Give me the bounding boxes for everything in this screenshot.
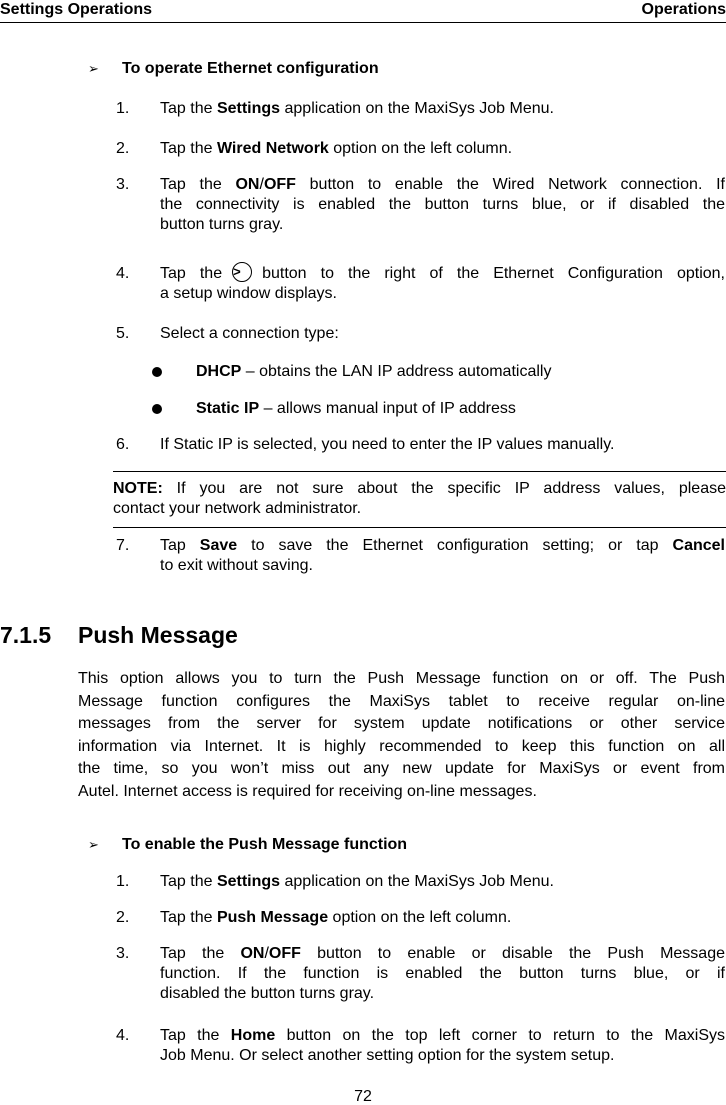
push-step-4: Tap the Home button on the top left corner to return to the MaxiSys Job Menu. Or select another setting option for the system setup.	[160, 1027, 725, 1064]
step-number: 5.	[116, 325, 130, 342]
option-static-ip: Static IP – allows manual input of IP address	[196, 400, 516, 417]
page-header	[0, 0, 726, 23]
step-number: 1.	[116, 873, 130, 890]
note-box	[113, 471, 726, 528]
step-number: 6.	[116, 436, 130, 453]
arrow-bullet-icon: ➢	[88, 61, 99, 76]
round-bullet-icon	[152, 367, 162, 377]
eth-step-3: Tap the ON/OFF button to enable the Wired Network connection. If the connectivity is enabled the button turns blue, or if disabled the button turns gray.	[160, 176, 725, 233]
eth-subheading: To operate Ethernet configuration	[122, 60, 379, 77]
step-number: 7.	[116, 537, 130, 554]
page-number: 72	[354, 1088, 372, 1105]
eth-step-1: Tap the Settings application on the MaxiSys Job Menu.	[160, 100, 554, 117]
step-number: 1.	[116, 100, 130, 117]
section-paragraph: This option allows you to turn the Push Message function on or off. The Push Message function configures the MaxiSys tablet to receive regular on-line messages from the server for system update notifications or other service information via Internet. It is highly recommended to keep this function on all the time, so you won’t miss out any new update for MaxiSys or event from Autel. Internet access is required for receiving on-line messages.	[78, 670, 725, 800]
push-step-2: Tap the Push Message option on the left column.	[160, 909, 512, 926]
eth-step-2: Tap the Wired Network option on the left column.	[160, 140, 513, 157]
section-title: Push Message	[78, 622, 238, 648]
note-label: NOTE:	[113, 480, 163, 497]
chevron-right-icon: >	[232, 262, 252, 282]
option-dhcp: DHCP – obtains the LAN IP address automatically	[196, 363, 552, 380]
push-step-1: Tap the Settings application on the MaxiSys Job Menu.	[160, 873, 554, 890]
round-bullet-icon	[152, 404, 162, 414]
step-number: 2.	[116, 909, 130, 926]
section-number: 7.1.5	[0, 622, 52, 648]
arrow-bullet-icon: ➢	[88, 837, 99, 852]
step-number: 2.	[116, 140, 130, 157]
eth-step-6: If Static IP is selected, you need to enter the IP values manually.	[160, 436, 615, 453]
push-subheading: To enable the Push Message function	[122, 836, 408, 853]
eth-step-5: Select a connection type:	[160, 325, 339, 342]
eth-step-7: Tap Save to save the Ethernet configuration setting; or tap Cancel to exit without saving.	[160, 537, 725, 574]
note-text: NOTE: If you are not sure about the specific IP address values, please contact your network administrator.	[113, 480, 726, 517]
header-section-title: Operations	[641, 1, 726, 18]
header-chapter-title: Settings Operations	[0, 1, 153, 18]
push-step-3: Tap the ON/OFF button to enable or disable the Push Message function. If the function is enabled the button turns blue, or if disabled the button turns gray.	[160, 945, 725, 1002]
step-number: 3.	[116, 945, 130, 962]
step-number: 3.	[116, 176, 130, 193]
step-number: 4.	[116, 265, 130, 282]
step-number: 4.	[116, 1027, 130, 1044]
eth-step-4: Tap the > button to the right of the Ethernet Configuration option, a setup window displays.	[160, 264, 725, 303]
